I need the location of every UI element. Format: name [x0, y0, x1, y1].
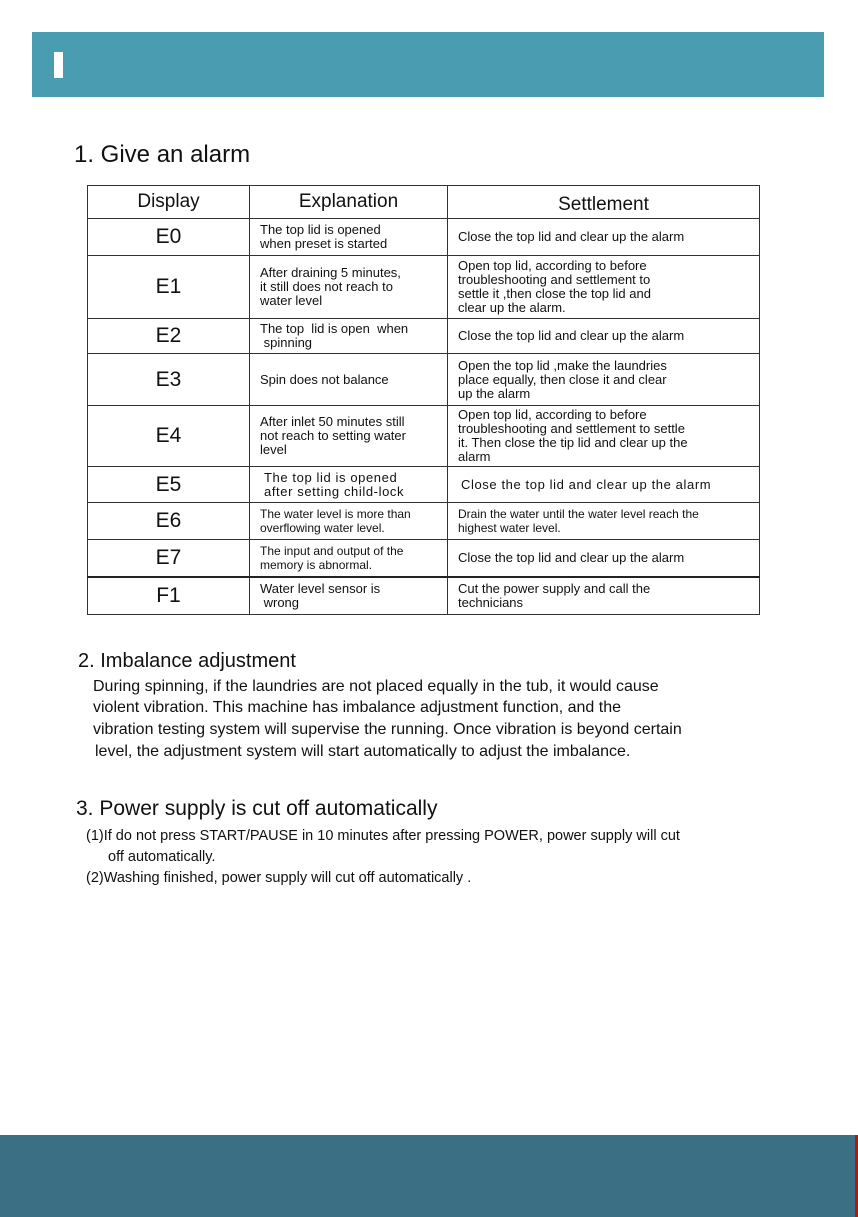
col-header-settlement: Settlement [448, 186, 760, 219]
settlement-cell: Cut the power supply and call the technicians [448, 577, 760, 615]
table-row [88, 256, 760, 319]
power-item-1-line: (1)If do not press START/PAUSE in 10 minutes after pressing POWER, power supply will cut [86, 828, 680, 844]
section-2-title: 2. Imbalance adjustment [78, 650, 296, 672]
col-header-explanation: Explanation [250, 186, 448, 219]
error-code: E2 [88, 319, 250, 354]
error-code: E3 [88, 354, 250, 406]
table-row [88, 406, 760, 467]
error-code: E6 [88, 503, 250, 540]
explanation-cell: The input and output of the memory is abnormal. [250, 540, 448, 577]
explanation-cell: The top lid is opened when preset is started [250, 219, 448, 256]
error-code: E4 [88, 406, 250, 467]
table-row [88, 540, 760, 577]
error-code: E7 [88, 540, 250, 577]
error-code: E5 [88, 467, 250, 503]
table-row [88, 577, 760, 615]
power-item-1-line: off automatically. [108, 849, 216, 865]
table-row [88, 219, 760, 256]
imbalance-line: vibration testing system will supervise the running. Once vibration is beyond certain [93, 721, 682, 738]
settlement-cell: Close the top lid and clear up the alarm [448, 219, 760, 256]
explanation-cell: The top lid is open when spinning [250, 319, 448, 354]
imbalance-line: violent vibration. This machine has imbalance adjustment function, and the [93, 699, 622, 716]
error-code: F1 [88, 577, 250, 615]
table-row [88, 354, 760, 406]
settlement-cell: Close the top lid and clear up the alarm [448, 540, 760, 577]
power-item-2: (2)Washing finished, power supply will cut off automatically . [86, 870, 472, 886]
error-code: E0 [88, 219, 250, 256]
table-row [88, 319, 760, 354]
explanation-cell: The top lid is opened after setting child-lock [250, 467, 448, 503]
settlement-cell: Drain the water until the water level reach the highest water level. [448, 503, 760, 540]
footer-bar [0, 1135, 858, 1217]
section-3-title: 3. Power supply is cut off automatically [76, 797, 438, 820]
explanation-cell: After draining 5 minutes, it still does not reach to water level [250, 256, 448, 319]
explanation-cell: After inlet 50 minutes still not reach to setting water level [250, 406, 448, 467]
header-bar [32, 32, 824, 97]
table-header-row [88, 186, 760, 219]
alarm-table [87, 185, 760, 615]
imbalance-line: During spinning, if the laundries are not placed equally in the tub, it would cause [93, 678, 659, 695]
table-row [88, 503, 760, 540]
error-code: E1 [88, 256, 250, 319]
settlement-cell: Close the top lid and clear up the alarm [448, 467, 760, 503]
header-mark [54, 52, 63, 78]
settlement-cell: Open top lid, according to before troubleshooting and settlement to settle it ,then close the top lid and clear up the alarm. [448, 256, 760, 319]
explanation-cell: Water level sensor is wrong [250, 577, 448, 615]
explanation-cell: The water level is more than overflowing water level. [250, 503, 448, 540]
settlement-cell: Close the top lid and clear up the alarm [448, 319, 760, 354]
imbalance-line: level, the adjustment system will start automatically to adjust the imbalance. [95, 743, 631, 760]
table-row [88, 467, 760, 503]
explanation-cell: Spin does not balance [250, 354, 448, 406]
settlement-cell: Open the top lid ,make the laundries place equally, then close it and clear up the alarm [448, 354, 760, 406]
section-1-title: 1. Give an alarm [74, 141, 251, 168]
col-header-display: Display [88, 186, 250, 219]
settlement-cell: Open top lid, according to before troubleshooting and settlement to settle it. Then close the tip lid and clear up the alarm [448, 406, 760, 467]
